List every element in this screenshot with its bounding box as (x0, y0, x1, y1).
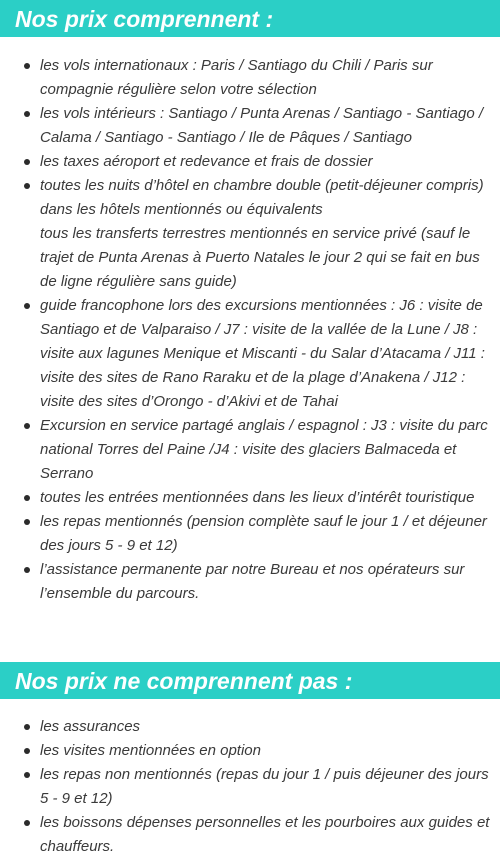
bullet-icon (24, 303, 30, 309)
bullet-icon (24, 820, 30, 826)
included-section-title: Nos prix comprennent : (0, 0, 500, 37)
included-list-item (0, 54, 500, 102)
bullet-icon (24, 63, 30, 69)
included-item-text: toutes les nuits d’hôtel en chambre double (petit-déjeuner compris) dans les hôtels mentionnés ou équivalents (40, 177, 484, 218)
included-list-item (0, 174, 500, 294)
bullet-icon (24, 183, 30, 189)
bullet-icon (24, 423, 30, 429)
included-list-item (0, 414, 500, 486)
bullet-icon (24, 111, 30, 117)
included-item-text: les vols internationaux : Paris / Santiago du Chili / Paris sur compagnie régulière selon votre sélection (40, 57, 433, 98)
excluded-list (0, 699, 500, 859)
included-item-text: Excursion en service partagé anglais / espagnol : J3 : visite du parc national Torres del Paine /J4 : visite des glaciers Balmaceda et Serrano (40, 417, 488, 482)
included-list-item (0, 102, 500, 150)
included-item-text: les vols intérieurs : Santiago / Punta Arenas / Santiago - Santiago / Calama / Santiago - Santiago / Ile de Pâques / Santiago (40, 105, 484, 146)
bullet-icon (24, 772, 30, 778)
included-list-item (0, 150, 500, 174)
excluded-list-item (0, 739, 500, 763)
included-item-text: les taxes aéroport et redevance et frais de dossier (40, 153, 373, 170)
excluded-item-text: les visites mentionnées en option (40, 742, 261, 759)
included-item-text: toutes les entrées mentionnées dans les lieux d’intérêt touristique (40, 489, 475, 506)
bullet-icon (24, 748, 30, 754)
included-list-item (0, 510, 500, 558)
excluded-list-item (0, 715, 500, 739)
excluded-list-item (0, 763, 500, 811)
included-list (0, 37, 500, 606)
included-list-item (0, 294, 500, 414)
included-item-text: les repas mentionnés (pension complète sauf le jour 1 / et déjeuner des jours 5 - 9 et 12) (40, 513, 487, 554)
included-item-text: guide francophone lors des excursions mentionnées : J6 : visite de Santiago et de Valparaiso / J7 : visite de la vallée de la Lune / J8 : visite aux lagunes Menique et Miscanti - du Salar d’Atacama / J11 : visite des sites de Rano Raraku et de la plage d’Anakena / J12 : visite des sites d’Orongo - d’Akivi et de Tahai (40, 297, 485, 410)
included-list-item (0, 486, 500, 510)
included-item-subtext: tous les transferts terrestres mentionnés en service privé (sauf le trajet de Punta Arenas à Puerto Natales le jour 2 qui se fait en bus de ligne régulière sans guide) (40, 225, 480, 290)
bullet-icon (24, 519, 30, 525)
excluded-list-item (0, 811, 500, 859)
included-item-text: l’assistance permanente par notre Bureau et nos opérateurs sur l’ensemble du parcours. (40, 561, 465, 602)
excluded-item-text: les assurances (40, 718, 141, 735)
bullet-icon (24, 495, 30, 501)
excluded-item-text: les boissons dépenses personnelles et les pourboires aux guides et chauffeurs. (40, 814, 490, 855)
excluded-section-title: Nos prix ne comprennent pas : (0, 662, 500, 699)
bullet-icon (24, 724, 30, 730)
bullet-icon (24, 159, 30, 165)
bullet-icon (24, 567, 30, 573)
excluded-item-text: les repas non mentionnés (repas du jour 1 / puis déjeuner des jours 5 - 9 et 12) (40, 766, 489, 807)
included-list-item (0, 558, 500, 606)
